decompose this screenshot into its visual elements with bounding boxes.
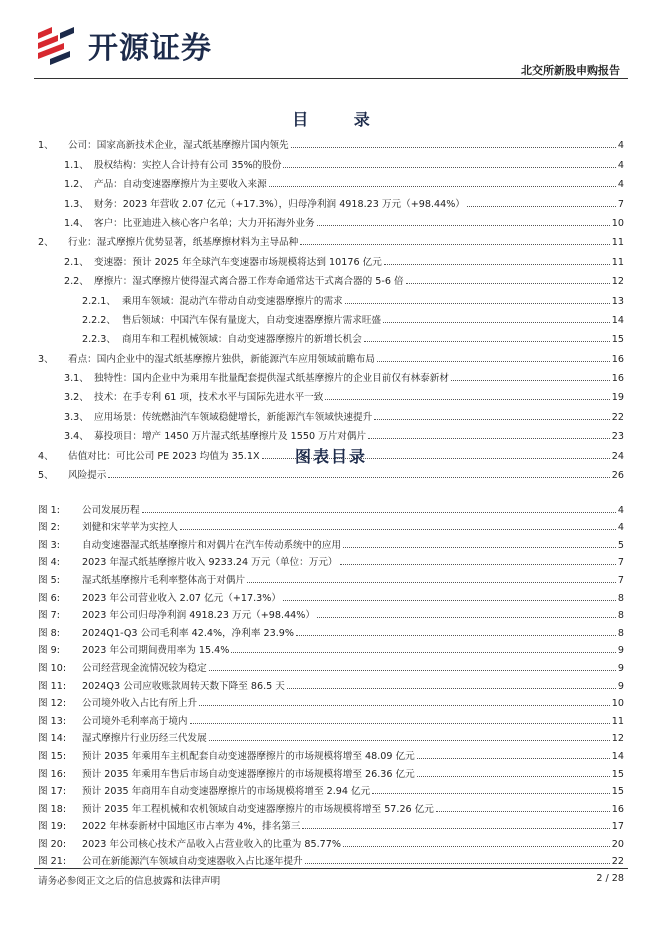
figure-leader: [340, 564, 616, 565]
toc-entry[interactable]: [38, 231, 624, 250]
figure-leader: [247, 582, 616, 583]
figure-number: 图 7:: [38, 610, 60, 622]
toc-entry-page: 26: [611, 470, 624, 482]
toc-leader: [467, 206, 616, 207]
figure-number: 图 21:: [38, 856, 67, 868]
toc-entry-page: 4: [617, 159, 624, 171]
figure-page: 7: [617, 574, 624, 586]
figure-text: 2023 年公司营业收入 2.07 亿元（+17.3%）: [82, 592, 281, 604]
figure-text: 2023 年公司归母净利润 4918.23 万元（+98.44%）: [82, 610, 315, 622]
toc-entry[interactable]: [38, 212, 624, 231]
figure-page: 12: [611, 733, 624, 745]
figure-list-title: 图表目录: [294, 447, 367, 466]
figure-number: 图 12:: [38, 698, 67, 710]
figure-leader: [343, 846, 610, 847]
figure-page: 7: [617, 557, 624, 569]
figure-text: 自动变速器湿式纸基摩擦片和对偶片在汽车传动系统中的应用: [82, 539, 342, 551]
toc-entry-text: 财务：2023 年营收 2.07 亿元（+17.3%），归母净利润 4918.23 万元（+98.44%）: [94, 198, 465, 210]
figure-entry[interactable]: [38, 711, 624, 729]
toc-entry-page: 16: [611, 353, 624, 365]
figure-page: 16: [611, 803, 624, 815]
toc-entry[interactable]: [38, 405, 624, 424]
figure-entry[interactable]: [38, 623, 624, 641]
toc-entry-number: 3、: [38, 353, 54, 365]
toc-entry[interactable]: [38, 153, 624, 172]
toc-entry-page: 14: [611, 314, 624, 326]
toc-leader: [300, 244, 610, 245]
toc-entry-page: 11: [611, 256, 624, 268]
figure-page: 8: [617, 627, 624, 639]
figure-leader: [209, 670, 616, 671]
table-of-contents: [38, 134, 624, 483]
toc-leader: [108, 477, 609, 478]
toc-entry[interactable]: [38, 386, 624, 405]
toc-leader: [283, 167, 615, 168]
toc-entry-page: 19: [611, 392, 624, 404]
figure-leader: [209, 740, 610, 741]
figure-number: 图 9:: [38, 645, 60, 657]
toc-leader: [368, 438, 610, 439]
toc-entry-number: 2.2.2、: [82, 314, 117, 326]
toc-entry-page: 4: [617, 140, 624, 152]
toc-entry-text: 变速器：预计 2025 年全球汽车变速器市场规模将达到 10176 亿元: [94, 256, 382, 268]
figure-entry[interactable]: [38, 852, 624, 870]
toc-entry[interactable]: [38, 192, 624, 211]
toc-entry-number: 1.3、: [64, 198, 89, 210]
figure-leader: [436, 811, 610, 812]
figure-leader: [287, 688, 616, 689]
figure-text: 公司境外收入占比有所上升: [82, 698, 198, 710]
toc-leader: [451, 380, 610, 381]
toc-entry-page: 23: [611, 431, 624, 443]
figure-leader: [343, 547, 616, 548]
figure-number: 图 14:: [38, 733, 67, 745]
figure-leader: [296, 635, 616, 636]
figure-page: 15: [611, 768, 624, 780]
figure-page: 8: [617, 592, 624, 604]
figure-page: 22: [611, 856, 624, 868]
figure-text: 预计 2035 年乘用车售后市场自动变速器摩擦片的市场规模将增至 26.36 亿元: [82, 768, 415, 780]
figure-number: 图 10:: [38, 662, 67, 674]
toc-entry-page: 15: [611, 334, 624, 346]
figure-text: 2023 年公司核心技术产品收入占营业收入的比重为 85.77%: [82, 838, 341, 850]
toc-leader: [345, 303, 610, 304]
figure-text: 刘健和宋苹苹为实控人: [82, 522, 178, 534]
figure-leader: [180, 529, 616, 530]
footer-divider: [34, 868, 628, 869]
toc-entry-text: 股权结构：实控人合计持有公司 35%的股份: [94, 159, 282, 171]
figure-leader: [142, 512, 616, 513]
toc-entry-page: 16: [611, 373, 624, 385]
figure-leader: [317, 617, 616, 618]
toc-entry[interactable]: [38, 173, 624, 192]
figure-leader: [302, 828, 609, 829]
figure-leader: [372, 793, 610, 794]
figure-number: 图 2:: [38, 522, 60, 534]
figure-number: 图 19:: [38, 821, 67, 833]
toc-leader: [317, 225, 610, 226]
figure-page: 17: [611, 821, 624, 833]
figure-leader: [283, 600, 616, 601]
toc-entry-page: 12: [611, 276, 624, 288]
page-number: 2 / 28: [596, 873, 624, 884]
toc-entry[interactable]: [38, 250, 624, 269]
figure-entry[interactable]: [38, 817, 624, 835]
toc-entry-number: 3.4、: [64, 431, 89, 443]
figure-number: 图 1:: [38, 504, 60, 516]
figure-entry[interactable]: [38, 588, 624, 606]
figure-text: 公司在新能源汽车领域自动变速器收入占比逐年提升: [82, 856, 303, 868]
toc-leader: [364, 341, 610, 342]
figure-entry[interactable]: [38, 570, 624, 588]
brand-logo-icon: [34, 23, 78, 67]
toc-leader: [374, 419, 610, 420]
figure-number: 图 15:: [38, 750, 67, 762]
figure-entry[interactable]: [38, 553, 624, 571]
figure-text: 湿式摩擦片行业历经三代发展: [82, 733, 207, 745]
figure-text: 公司境外毛利率高于境内: [82, 715, 188, 727]
toc-entry[interactable]: [38, 134, 624, 153]
toc-entry-number: 3.3、: [64, 411, 89, 423]
toc-entry-text: 行业：湿式摩擦片优势显著，纸基摩擦材料为主导品种: [68, 237, 299, 249]
figure-page: 5: [617, 539, 624, 551]
figure-page: 4: [617, 522, 624, 534]
figure-entry[interactable]: [38, 694, 624, 712]
toc-entry[interactable]: [38, 425, 624, 444]
figure-number: 图 11:: [38, 680, 67, 692]
toc-entry-text: 商用车和工程机械领域：自动变速器摩擦片的新增长机会: [122, 334, 362, 346]
figure-number: 图 13:: [38, 715, 67, 727]
toc-entry[interactable]: [38, 270, 624, 289]
figure-number: 图 16:: [38, 768, 67, 780]
toc-entry-number: 2.2、: [64, 276, 89, 288]
figure-entry[interactable]: [38, 799, 624, 817]
figure-entry[interactable]: [38, 834, 624, 852]
figure-page: 20: [611, 838, 624, 850]
figure-text: 预计 2035 年乘用车主机配套自动变速器摩擦片的市场规模将增至 48.09 亿元: [82, 750, 415, 762]
toc-entry-page: 22: [611, 411, 624, 423]
figure-text: 2023 年公司期间费用率为 15.4%: [82, 645, 230, 657]
toc-entry-number: 2.2.3、: [82, 334, 117, 346]
toc-leader: [291, 147, 616, 148]
toc-entry-text: 产品：自动变速器摩擦片为主要收入来源: [94, 179, 267, 191]
toc-entry-number: 1.4、: [64, 217, 89, 229]
figure-leader: [190, 723, 610, 724]
report-type: 北交所新股申购报告: [521, 64, 620, 77]
figure-entry[interactable]: [38, 676, 624, 694]
figure-text: 预计 2035 年工程机械和农机领域自动变速器摩擦片的市场规模将增至 57.26 亿元: [82, 803, 434, 815]
toc-entry-number: 1.2、: [64, 179, 89, 191]
toc-entry-text: 估值对比：可比公司 PE 2023 均值为 35.1X: [68, 450, 260, 462]
figure-entry[interactable]: [38, 729, 624, 747]
figure-entry[interactable]: [38, 764, 624, 782]
figure-text: 公司发展历程: [82, 504, 140, 516]
toc-entry-number: 3.2、: [64, 392, 89, 404]
figure-number: 图 17:: [38, 786, 67, 798]
figure-entry[interactable]: [38, 782, 624, 800]
toc-entry-page: 11: [611, 237, 624, 249]
toc-entry-number: 1.1、: [64, 159, 89, 171]
toc-entry-page: 10: [611, 217, 624, 229]
figure-number: 图 5:: [38, 574, 60, 586]
figure-list: [38, 500, 624, 869]
toc-entry-text: 客户：比亚迪进入核心客户名单；大力开拓海外业务: [94, 217, 315, 229]
toc-entry-page: 7: [617, 198, 624, 210]
figure-number: 图 4:: [38, 557, 60, 569]
figure-number: 图 3:: [38, 539, 60, 551]
toc-entry-number: 2.1、: [64, 256, 89, 268]
figure-page: 10: [611, 698, 624, 710]
toc-entry[interactable]: [38, 309, 624, 328]
brand-name: 开源证券: [88, 31, 212, 66]
figure-entry[interactable]: [38, 658, 624, 676]
figure-entry[interactable]: [38, 641, 624, 659]
figure-page: 9: [617, 662, 624, 674]
figure-page: 8: [617, 610, 624, 622]
toc-entry-page: 13: [611, 295, 624, 307]
figure-number: 图 8:: [38, 627, 60, 639]
figure-page: 11: [611, 715, 624, 727]
figure-text: 2024Q3 公司应收账款周转天数下降至 86.5 天: [82, 680, 285, 692]
toc-entry[interactable]: [38, 289, 624, 308]
toc-entry-text: 摩擦片：湿式摩擦片使得湿式离合器工作寿命通常达干式离合器的 5-6 倍: [94, 276, 404, 288]
figure-text: 2023 年湿式纸基摩擦片收入 9233.24 万元（单位：万元）: [82, 557, 338, 569]
toc-entry[interactable]: [38, 328, 624, 347]
toc-entry-text: 技术：在手专利 61 项，技术水平与国际先进水平一致: [94, 392, 324, 404]
toc-entry-text: 独特性：国内企业中为乘用车批量配套提供湿式纸基摩擦片的企业目前仅有林泰新材: [94, 373, 449, 385]
toc-entry-number: 2、: [38, 237, 54, 249]
toc-entry-page: 24: [611, 450, 624, 462]
toc-entry-number: 4、: [38, 450, 54, 462]
figure-page: 9: [617, 680, 624, 692]
figure-text: 湿式纸基摩擦片毛利率整体高于对偶片: [82, 574, 246, 586]
figure-number: 图 18:: [38, 803, 67, 815]
figure-page: 15: [611, 786, 624, 798]
figure-entry[interactable]: [38, 518, 624, 536]
toc-entry[interactable]: [38, 367, 624, 386]
toc-leader: [383, 322, 610, 323]
figure-leader: [417, 758, 610, 759]
disclaimer: 请务必参阅正文之后的信息披露和法律声明: [38, 876, 221, 887]
figure-entry[interactable]: [38, 535, 624, 553]
toc-leader: [325, 399, 609, 400]
toc-entry-text: 乘用车领域：混动汽车带动自动变速器摩擦片的需求: [122, 295, 343, 307]
figure-number: 图 20:: [38, 838, 67, 850]
toc-leader: [269, 186, 616, 187]
figure-text: 公司经营现金流情况较为稳定: [82, 662, 207, 674]
toc-entry-number: 5、: [38, 470, 54, 482]
figure-text: 2022 年林泰新材中国地区市占率为 4%，排名第三: [82, 821, 301, 833]
toc-entry-text: 募投项目：增产 1450 万片湿式纸基摩擦片及 1550 万片对偶片: [94, 431, 367, 443]
toc-entry-text: 公司：国家高新技术企业，湿式纸基摩擦片国内领先: [68, 140, 289, 152]
toc-entry-text: 风险提示: [68, 470, 107, 482]
toc-leader: [377, 361, 610, 362]
toc-entry-text: 看点：国内企业中的湿式纸基摩擦片独供，新能源汽车应用领域前瞻布局: [68, 353, 375, 365]
figure-leader: [199, 705, 610, 706]
figure-leader: [231, 652, 616, 653]
figure-page: 14: [611, 750, 624, 762]
toc-title: 目 录: [292, 110, 390, 129]
toc-entry-number: 1、: [38, 140, 54, 152]
toc-entry-text: 应用场景：传统燃油汽车领域稳健增长，新能源汽车领域快速提升: [94, 411, 373, 423]
toc-entry-number: 3.1、: [64, 373, 89, 385]
toc-entry-text: 售后领域：中国汽车保有量庞大，自动变速器摩擦片需求旺盛: [122, 314, 382, 326]
figure-entry[interactable]: [38, 746, 624, 764]
toc-leader: [406, 283, 610, 284]
figure-page: 4: [617, 504, 624, 516]
toc-entry[interactable]: [38, 347, 624, 366]
header-divider: [34, 78, 628, 79]
toc-leader: [384, 264, 610, 265]
figure-entry[interactable]: [38, 606, 624, 624]
toc-entry-page: 4: [617, 179, 624, 191]
figure-leader: [417, 776, 610, 777]
figure-page: 9: [617, 645, 624, 657]
toc-entry-number: 2.2.1、: [82, 295, 117, 307]
figure-leader: [305, 863, 610, 864]
figure-text: 2024Q1-Q3 公司毛利率 42.4%，净利率 23.9%: [82, 627, 294, 639]
figure-text: 预计 2035 年商用车自动变速器摩擦片的市场规模将增至 2.94 亿元: [82, 786, 371, 798]
figure-entry[interactable]: [38, 500, 624, 518]
brand-logo: [34, 22, 212, 68]
figure-number: 图 6:: [38, 592, 60, 604]
